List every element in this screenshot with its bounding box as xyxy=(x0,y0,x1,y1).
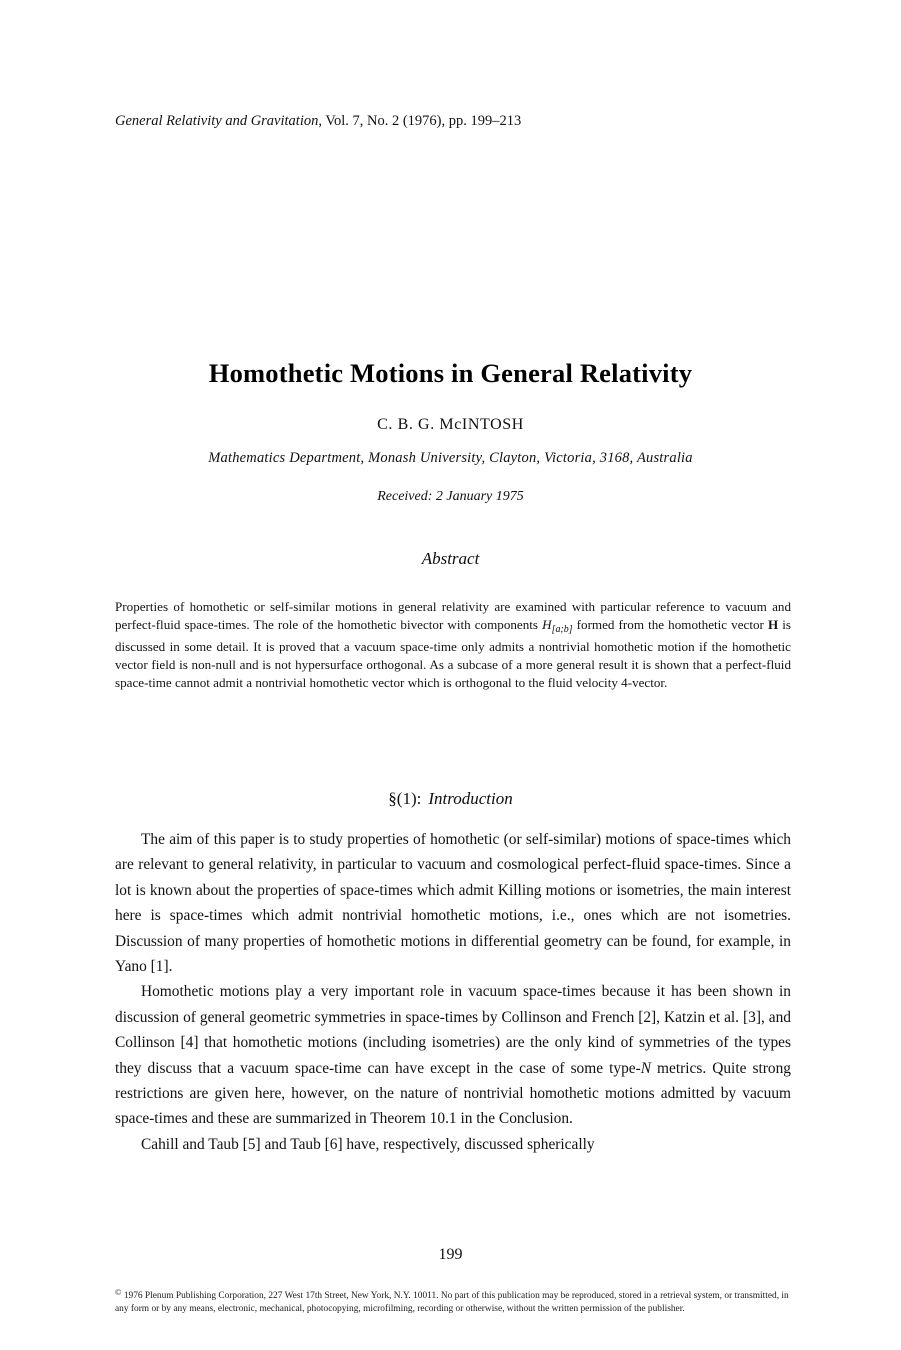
abstract-math-symbol: H xyxy=(542,616,552,632)
abstract-text-part2: formed from the homothetic vector xyxy=(572,616,768,632)
page-title: Homothetic Motions in General Relativity xyxy=(208,357,693,388)
abstract-body xyxy=(115,598,791,691)
paragraph-3: Cahill and Taub [5] and Taub [6] have, respectively, discussed spherically xyxy=(141,1135,595,1153)
received-date: Received: 2 January 1975 xyxy=(377,489,524,504)
page-number: 199 xyxy=(438,1246,463,1263)
copyright-text: 1976 Plenum Publishing Corporation, 227 West 17th Street, New York, N.Y. 10011. No part of this publication may be reproduced, stored in a retrieval system, or transmitted, in any form or by any means, electronic, mechanical, photocopying, microfilming, recording or otherwise, without the written permission of the publisher. xyxy=(115,1290,789,1314)
journal-citation: , Vol. 7, No. 2 (1976), pp. 199–213 xyxy=(318,113,522,129)
journal-header xyxy=(115,112,795,130)
copyright-mark: © xyxy=(115,1287,122,1297)
paragraph-2-before: Homothetic motions play a very important role in vacuum space-times because it has been shown in discussion of general geometric symmetries in space-times by Collinson and French [2], Katzin et al. [3], and Collinson [4] that homothetic motions (including isometries) are the only kind of symmetries of the types they discuss that a vacuum space-time can have except in the case of some type- xyxy=(115,983,791,1077)
abstract-text-part1: Properties of homothetic or self-similar motions in general relativity are examined with particular reference to vacuum and perfect-fluid space-times. The role of the homothetic bivector with components xyxy=(115,599,791,632)
section-heading xyxy=(0,789,901,809)
paragraph-2 xyxy=(115,979,791,1131)
author-affiliation: Mathematics Department, Monash University, Clayton, Victoria, 3168, Australia xyxy=(208,450,693,466)
section-number: §(1): xyxy=(388,789,422,808)
copyright-footer xyxy=(115,1286,795,1315)
journal-name: General Relativity and Gravitation xyxy=(115,113,319,129)
body-text xyxy=(115,827,791,1157)
abstract-text-part3: is discussed in some detail. It is proved that a vacuum space-time only admits a nontrivial homothetic motion if the homothetic vector field is non-null and is not hypersurface orthogonal. As a subcase of a more general result it is shown that a perfect-fluid space-time cannot admit a nontrivial homothetic vector which is orthogonal to the fluid velocity 4-vector. xyxy=(115,616,791,690)
abstract-vector-symbol: H xyxy=(767,616,779,632)
abstract-heading: Abstract xyxy=(421,549,480,568)
paragraph-2-after: metrics. Quite strong restrictions are given here, however, on the nature of nontrivial homothetic motions admitted by vacuum space-times and these are summarized in Theorem 10.1 in the Conclusion. xyxy=(115,1059,791,1128)
author-name: C. B. G. McINTOSH xyxy=(377,416,524,433)
paragraph-1: The aim of this paper is to study properties of homothetic (or self-similar) motions of space-times which are relevant to general relativity, in particular to vacuum and cosmological perfect-fluid space-times. Since a lot is known about the properties of space-times which admit Killing motions or isometries, the main interest here is space-times which admit nontrivial homothetic motions, i.e., ones which are not isometries. Discussion of many properties of homothetic motions in differential geometry can be found, for example, in Yano [1]. xyxy=(115,831,791,976)
section-title: Introduction xyxy=(428,789,513,808)
paragraph-2-mathvar: N xyxy=(640,1059,651,1077)
abstract-math-subscript: [a;b] xyxy=(551,623,573,635)
